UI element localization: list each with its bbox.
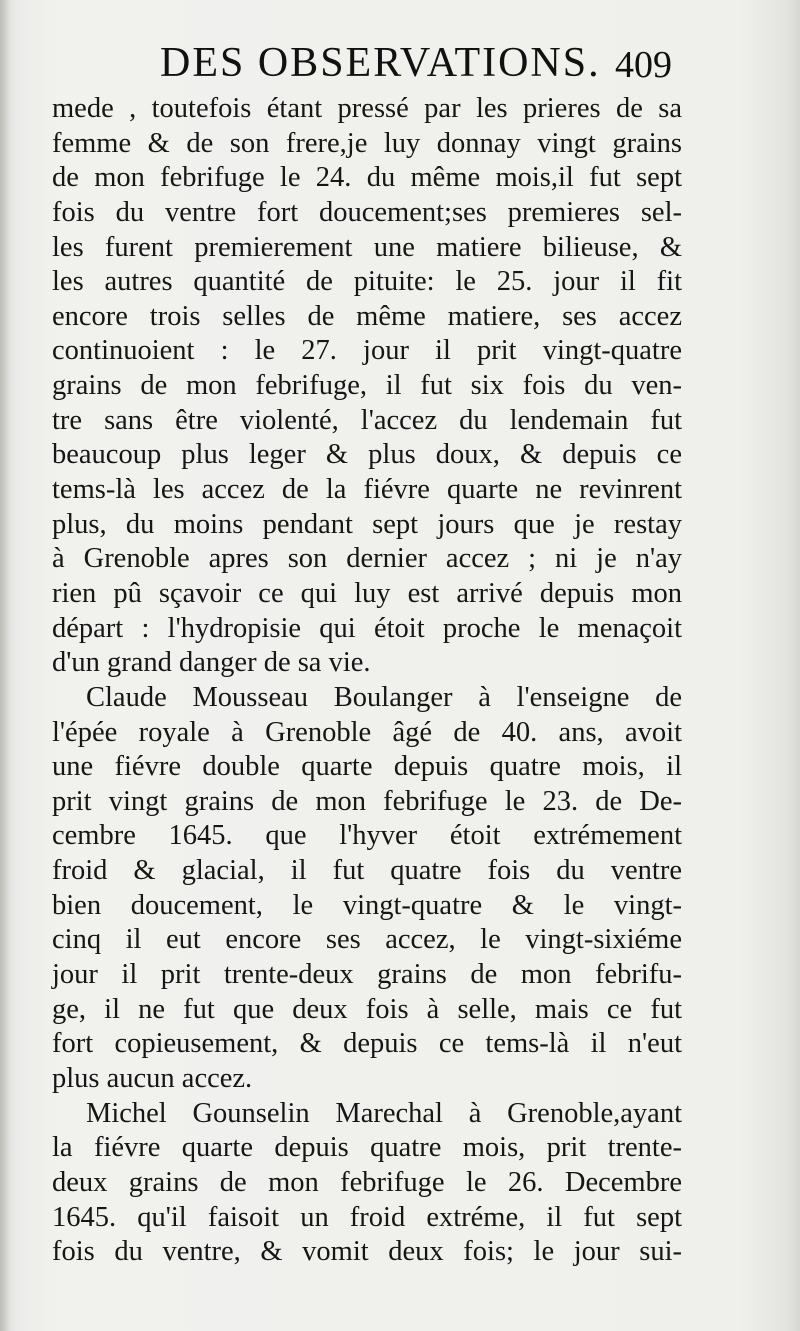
text-line: 1645. qu'il faisoit un froid extréme, il fut sept — [52, 1201, 682, 1233]
paragraph-start-line: Claude Mousseau Boulanger à l'enseigne de — [86, 681, 682, 713]
text-line: à Grenoble apres son dernier accez ; ni je n'ay — [52, 543, 682, 575]
text-line: femme & de son frere,je luy donnay vingt grains — [52, 127, 682, 159]
paragraph-end-line: plus aucun accez. — [52, 1062, 253, 1094]
text-line: froid & glacial, il fut quatre fois du ventre — [52, 855, 682, 887]
text-line: fois du ventre, & vomit deux fois; le jour sui- — [52, 1236, 682, 1268]
text-line: continuoient : le 27. jour il prit vingt-quatre — [52, 335, 682, 367]
text-line: fort copieusement, & depuis ce tems-là il n'eut — [52, 1028, 682, 1060]
body-text — [52, 92, 682, 1270]
text-line: bien doucement, le vingt-quatre & le vingt- — [52, 889, 682, 921]
text-line: l'épée royale à Grenoble âgé de 40. ans, avoit — [52, 716, 682, 748]
text-line: rien pû sçavoir ce qui luy est arrivé depuis mon — [52, 577, 682, 609]
text-line: une fiévre double quarte depuis quatre mois, il — [52, 751, 682, 783]
text-line: de mon febrifuge le 24. du même mois,il fut sept — [52, 162, 682, 194]
paragraph-end-line: d'un grand danger de sa vie. — [52, 647, 371, 679]
text-line: les autres quantité de pituite: le 25. jour il fit — [52, 266, 682, 298]
text-line: tre sans être violenté, l'accez du lendemain fut — [52, 404, 682, 436]
text-line: beaucoup plus leger & plus doux, & depuis ce — [52, 439, 682, 471]
text-line: les furent premierement une matiere bilieuse, & — [52, 231, 682, 263]
text-line: jour il prit trente-deux grains de mon febrifu- — [52, 959, 682, 991]
page-header — [0, 38, 800, 88]
text-line: tems-là les accez de la fiévre quarte ne revinrent — [52, 474, 682, 506]
text-line: départ : l'hydropisie qui étoit proche le menaçoit — [52, 612, 682, 644]
text-line: cembre 1645. que l'hyver étoit extrémement — [52, 820, 682, 852]
paragraph-start-line: Michel Gounselin Marechal à Grenoble,ayant — [86, 1097, 682, 1129]
text-line: ge, il ne fut que deux fois à selle, mais ce fut — [52, 993, 682, 1025]
text-line: la fiévre quarte depuis quatre mois, prit trente- — [52, 1132, 682, 1164]
page-gutter-shadow — [0, 0, 10, 1331]
text-line: mede , toutefois étant pressé par les prieres de sa — [52, 93, 682, 124]
text-line: cinq il eut encore ses accez, le vingt-sixiéme — [52, 924, 682, 956]
running-head: DES OBSERVATIONS. — [160, 40, 601, 86]
text-line: fois du ventre fort doucement;ses premieres sel- — [52, 196, 682, 228]
page-number: 409 — [615, 44, 672, 86]
text-line: deux grains de mon febrifuge le 26. Decembre — [52, 1166, 682, 1198]
text-line: plus, du moins pendant sept jours que je restay — [52, 508, 682, 540]
text-line: encore trois selles de même matiere, ses accez — [52, 300, 682, 332]
text-line: grains de mon febrifuge, il fut six fois du ven- — [52, 370, 682, 402]
text-line: prit vingt grains de mon febrifuge le 23. de De- — [52, 785, 682, 817]
